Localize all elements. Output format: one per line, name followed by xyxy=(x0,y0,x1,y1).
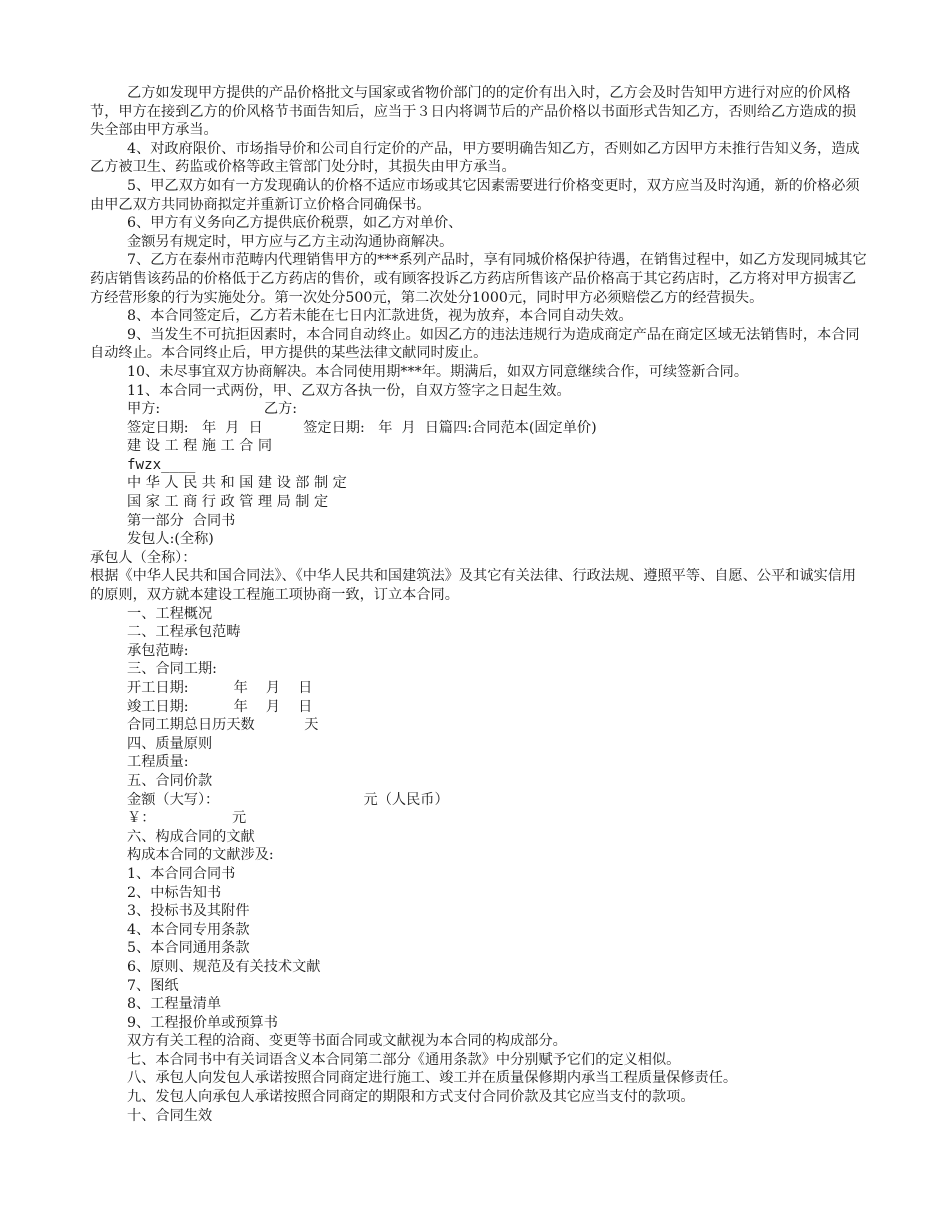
document-body xyxy=(90,84,870,1125)
text-line: 六、构成合同的文献 xyxy=(127,828,255,845)
text-line: 4、本合同专用条款 xyxy=(127,921,250,938)
text-line: 国 家 工 商 行 政 管 理 局 制 定 xyxy=(127,494,329,511)
text-line: 二、工程承包范畴 xyxy=(127,624,241,641)
clause-paragraph: 7、乙方在泰州市范畴内代理销售甲方的***系列产品时，享有同城价格保护待遇，在销售过程中，如乙方发现同城其它药店销售该药品的价格低于乙方药店的售价，或有顾客投诉乙方药店所售该产品价格高于其它药店时，乙方将对甲方损害乙方经营形象的行为实施处分。第一次处分500元，第二次处分1000元，同时甲方必须赔偿乙方的经营损失。 xyxy=(90,252,867,306)
text-line: 签定日期: 年 月 日 签定日期: 年 月 日篇四:合同范本(固定单价) xyxy=(127,419,597,436)
text-line: 甲方: 乙方: xyxy=(127,401,298,418)
text-line: 6、原则、规范及有关技术文献 xyxy=(127,958,321,975)
text-line: fwzx____ xyxy=(127,456,196,473)
text-line: 5、本合同通用条款 xyxy=(127,940,250,957)
text-line: 构成本合同的文献涉及: xyxy=(127,847,274,864)
clause-paragraph: 金额另有规定时，甲方应与乙方主动沟通协商解决。 xyxy=(127,233,454,250)
text-line: 工程质量: xyxy=(127,754,189,771)
text-line: 中 华 人 民 共 和 国 建 设 部 制 定 xyxy=(127,475,347,492)
text-line: 竣工日期: 年 月 日 xyxy=(127,698,313,715)
text-line: 1、本合同合同书 xyxy=(127,865,236,882)
text-line: 9、工程报价单或预算书 xyxy=(127,1014,278,1031)
text-line: ￥： 元 xyxy=(127,810,247,827)
text-line: 七、本合同书中有关词语含义本合同第二部分《通用条款》中分别赋予它们的定义相似。 xyxy=(127,1051,681,1068)
text-line: 承包人（全称）： xyxy=(90,549,197,566)
text-line: 根据《中华人民共和国合同法》、《中华人民共和国建筑法》及其它有关法律、行政法规、遵照平等、自愿、公平和诚实信用的原则，双方就本建设工程施工项协商一致，订立本合同。 xyxy=(90,568,857,604)
text-line: 五、合同价款 xyxy=(127,772,213,789)
text-line: 8、工程量清单 xyxy=(127,996,222,1013)
text-line: 合同工期总日历天数 天 xyxy=(127,717,319,734)
text-line: 第一部分 合同书 xyxy=(127,512,236,529)
clause-paragraph: 10、未尽事宜双方协商解决。本合同使用期***年。期满后，如双方同意继续合作，可续签新合同。 xyxy=(127,363,749,380)
text-line: 2、中标告知书 xyxy=(127,884,222,901)
clause-paragraph: 8、本合同签定后，乙方若未能在七日内汇款进货，视为放弃，本合同自动失效。 xyxy=(127,308,633,325)
clause-paragraph: 6、甲方有义务向乙方提供底价税票，如乙方对单价、 xyxy=(127,215,463,232)
text-line: 四、质量原则 xyxy=(127,735,213,752)
clause-paragraph: 9、当发生不可抗拒因素时，本合同自动终止。如因乙方的违法违规行为造成商定产品在商定区域无法销售时，本合同自动终止。本合同终止后，甲方提供的某些法律文献同时废止。 xyxy=(90,326,860,362)
text-line: 一、工程概况 xyxy=(127,605,213,622)
text-line: 建 设 工 程 施 工 合 同 xyxy=(127,438,273,455)
text-line: 金额（大写）： 元（人民币） xyxy=(127,791,449,808)
text-line: 九、发包人向承包人承诺按照合同商定的期限和方式支付合同价款及其它应当支付的款项。 xyxy=(127,1089,695,1106)
clause-paragraph: 11、本合同一式两份，甲、乙双方各执一份，自双方签字之日起生效。 xyxy=(127,382,571,399)
text-line: 承包范畴: xyxy=(127,642,189,659)
clause-paragraph: 5、甲乙双方如有一方发现确认的价格不适应市场或其它因素需要进行价格变更时，双方应当及时沟通，新的价格必须由甲乙双方共同协商拟定并重新订立价格合同确保书。 xyxy=(90,177,860,213)
text-line: 三、合同工期: xyxy=(127,661,217,678)
text-line: 十、合同生效 xyxy=(127,1107,213,1124)
text-line: 八、承包人向发包人承诺按照合同商定进行施工、竣工并在质量保修期内承当工程质量保修责任。 xyxy=(127,1070,738,1087)
clause-paragraph: 乙方如发现甲方提供的产品价格批文与国家或省物价部门的的定价有出入时，乙方会及时告知甲方进行对应的价风格节，甲方在接到乙方的价风格节书面告知后，应当于３日内将调节后的产品价格以书面形式告知乙方，否则给乙方造成的损失全部由甲方承当。 xyxy=(90,85,857,139)
text-line: 3、投标书及其附件 xyxy=(127,903,250,920)
text-line: 双方有关工程的洽商、变更等书面合同或文献视为本合同的构成部分。 xyxy=(127,1033,567,1050)
text-line: 7、图纸 xyxy=(127,977,179,994)
clause-paragraph: 4、对政府限价、市场指导价和公司自行定价的产品，甲方要明确告知乙方，否则如乙方因甲方未推行告知义务，造成乙方被卫生、药监或价格等政主管部门处分时，其损失由甲方承当。 xyxy=(90,140,860,176)
text-line: 开工日期: 年 月 日 xyxy=(127,680,313,696)
text-line: 发包人:(全称) xyxy=(127,531,214,548)
